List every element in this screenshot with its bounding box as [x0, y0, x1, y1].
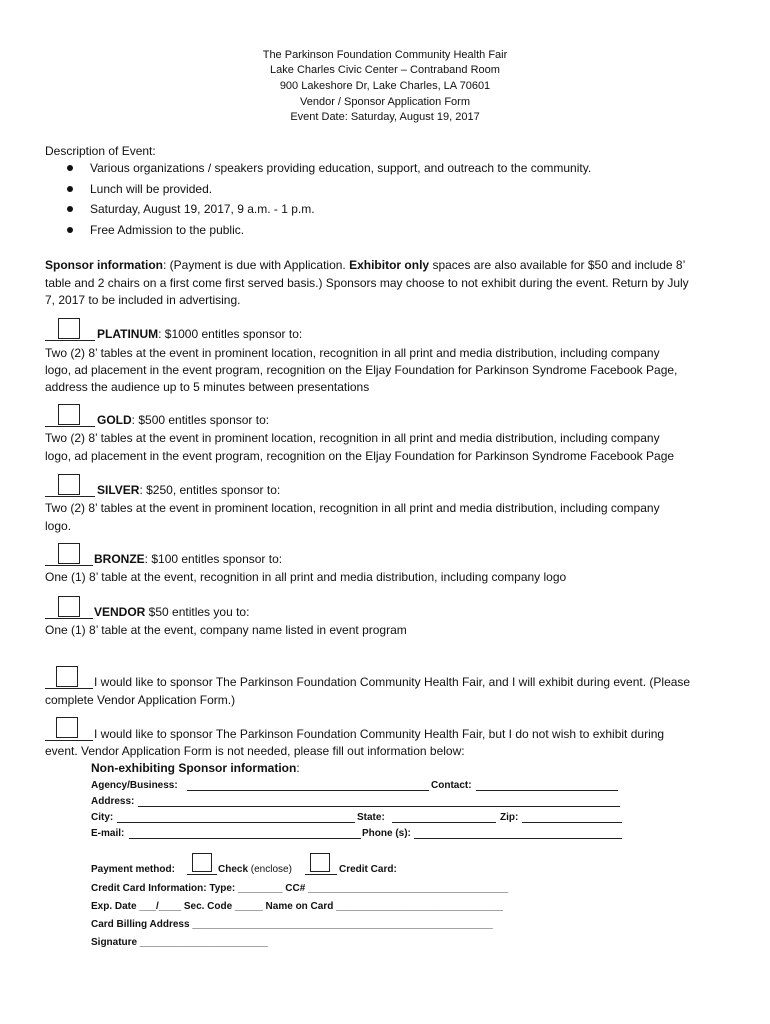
address-label: Address: — [91, 796, 135, 807]
list-item: Saturday, August 19, 2017, 9 a.m. - 1 p.m. — [45, 199, 591, 220]
bullet-icon — [67, 186, 73, 192]
contact-label: Contact: — [431, 780, 472, 791]
phone-field[interactable] — [414, 838, 622, 839]
no-exhibit-option-line-1: I would like to sponsor The Parkinson Foundation Community Health Fair, but I do not wish to exhibit during — [94, 727, 665, 741]
no-exhibit-option-checkbox[interactable] — [56, 717, 78, 738]
address-field[interactable] — [138, 806, 620, 807]
sponsor-info-line-2: table and 2 chairs on a first come first served basis.) Sponsors may choose to not exhibit during the event. Return by July — [45, 276, 689, 290]
billing-address-line: Card Billing Address ______________________________________________________ — [91, 919, 493, 930]
payment-method-label: Payment method: — [91, 864, 175, 875]
platinum-desc-line: address the audience up to 5 minutes between presentations — [45, 380, 370, 394]
agency-field[interactable] — [187, 790, 429, 791]
vendor-blank-line — [45, 618, 93, 619]
description-list — [45, 158, 591, 240]
bullet-icon — [67, 206, 73, 212]
silver-checkbox[interactable] — [58, 474, 80, 495]
exhibit-option-line-2: complete Vendor Application Form.) — [45, 693, 236, 707]
bronze-checkbox[interactable] — [58, 543, 80, 564]
gold-heading: GOLD: $500 entitles sponsor to: — [97, 413, 270, 427]
zip-field[interactable] — [522, 822, 622, 823]
gold-blank-line — [45, 426, 95, 427]
check-checkbox[interactable] — [192, 853, 212, 872]
agency-label: Agency/Business: — [91, 780, 178, 791]
no-exhibit-option-line-2: event. Vendor Application Form is not needed, please fill out information below: — [45, 744, 465, 758]
bronze-desc-line: One (1) 8’ table at the event, recognition in all print and media distribution, including company logo — [45, 570, 567, 584]
platinum-desc-line: Two (2) 8’ tables at the event in prominent location, recognition in all print and media distribution, including company — [45, 346, 660, 360]
vendor-desc-line: One (1) 8’ table at the event, company name listed in event program — [45, 623, 407, 637]
expiration-line: Exp. Date ___/____ Sec. Code _____ Name on Card ______________________________ — [91, 901, 503, 912]
list-item: Various organizations / speakers providing education, support, and outreach to the community. — [45, 158, 591, 179]
non-exhibiting-heading: Non-exhibiting Sponsor information: — [91, 761, 300, 775]
sponsor-info-line-1: Sponsor information: (Payment is due with Application. Exhibitor only spaces are also available for $50 and include 8’ — [45, 258, 686, 272]
silver-desc-line: Two (2) 8’ tables at the event in prominent location, recognition in all print and media distribution, including company — [45, 501, 660, 515]
header-line-2: Lake Charles Civic Center – Contraband Room — [270, 64, 500, 76]
silver-desc-line: logo. — [45, 519, 72, 533]
check-blank-line — [187, 874, 217, 875]
list-item: Free Admission to the public. — [45, 220, 591, 241]
check-option: Check (enclose) — [218, 864, 292, 875]
sponsor-info-line-3: 7, 2017 to be included in advertising. — [45, 293, 241, 307]
bronze-blank-line — [45, 565, 93, 566]
email-field[interactable] — [129, 838, 361, 839]
platinum-checkbox[interactable] — [58, 318, 80, 339]
description-heading: Description of Event: — [45, 144, 156, 158]
exhibit-option-checkbox[interactable] — [56, 666, 78, 687]
silver-heading: SILVER: $250, entitles sponsor to: — [97, 483, 281, 497]
vendor-checkbox[interactable] — [58, 596, 80, 617]
state-field[interactable] — [392, 822, 496, 823]
platinum-blank-line — [45, 340, 95, 341]
state-label: State: — [357, 812, 385, 823]
vendor-heading: VENDOR $50 entitles you to: — [94, 605, 250, 619]
credit-card-checkbox[interactable] — [310, 853, 330, 872]
bullet-icon — [67, 227, 73, 233]
credit-blank-line — [305, 874, 337, 875]
list-item: Lunch will be provided. — [45, 179, 591, 200]
no-exhibit-blank-line — [45, 740, 93, 741]
header-line-3: 900 Lakeshore Dr, Lake Charles, LA 70601 — [279, 80, 491, 92]
gold-desc-line: logo, ad placement in the event program, recognition on the Eljay Foundation for Parkinson Syndrome Facebook Page — [45, 449, 675, 463]
bronze-heading: BRONZE: $100 entitles sponsor to: — [94, 552, 283, 566]
signature-line: Signature _______________________ — [91, 937, 268, 948]
gold-checkbox[interactable] — [58, 404, 80, 425]
platinum-desc-line: logo, ad placement in the event program, recognition on the Eljay Foundation for Parkinson Syndrome Facebook Page, — [45, 363, 678, 377]
header-line-4: Vendor / Sponsor Application Form — [300, 96, 470, 108]
silver-blank-line — [45, 496, 95, 497]
exhibit-option-line-1: I would like to sponsor The Parkinson Foundation Community Health Fair, and I will exhibit during event. (Please — [94, 675, 691, 689]
contact-field[interactable] — [476, 790, 618, 791]
exhibit-blank-line — [45, 688, 93, 689]
bullet-icon — [67, 165, 73, 171]
header-line-5: Event Date: Saturday, August 19, 2017 — [290, 111, 480, 123]
phone-label: Phone (s): — [362, 828, 411, 839]
header-line-1: The Parkinson Foundation Community Health Fair — [262, 49, 508, 61]
credit-card-option: Credit Card: — [339, 864, 397, 875]
city-field[interactable] — [117, 822, 355, 823]
gold-desc-line: Two (2) 8’ tables at the event in prominent location, recognition in all print and media distribution, including company — [45, 431, 660, 445]
zip-label: Zip: — [500, 812, 519, 823]
email-label: E-mail: — [91, 828, 125, 839]
platinum-heading: PLATINUM: $1000 entitles sponsor to: — [97, 327, 303, 341]
credit-card-info-line: Credit Card Information: Type: ________ CC# ____________________________________ — [91, 883, 509, 894]
city-label: City: — [91, 812, 114, 823]
